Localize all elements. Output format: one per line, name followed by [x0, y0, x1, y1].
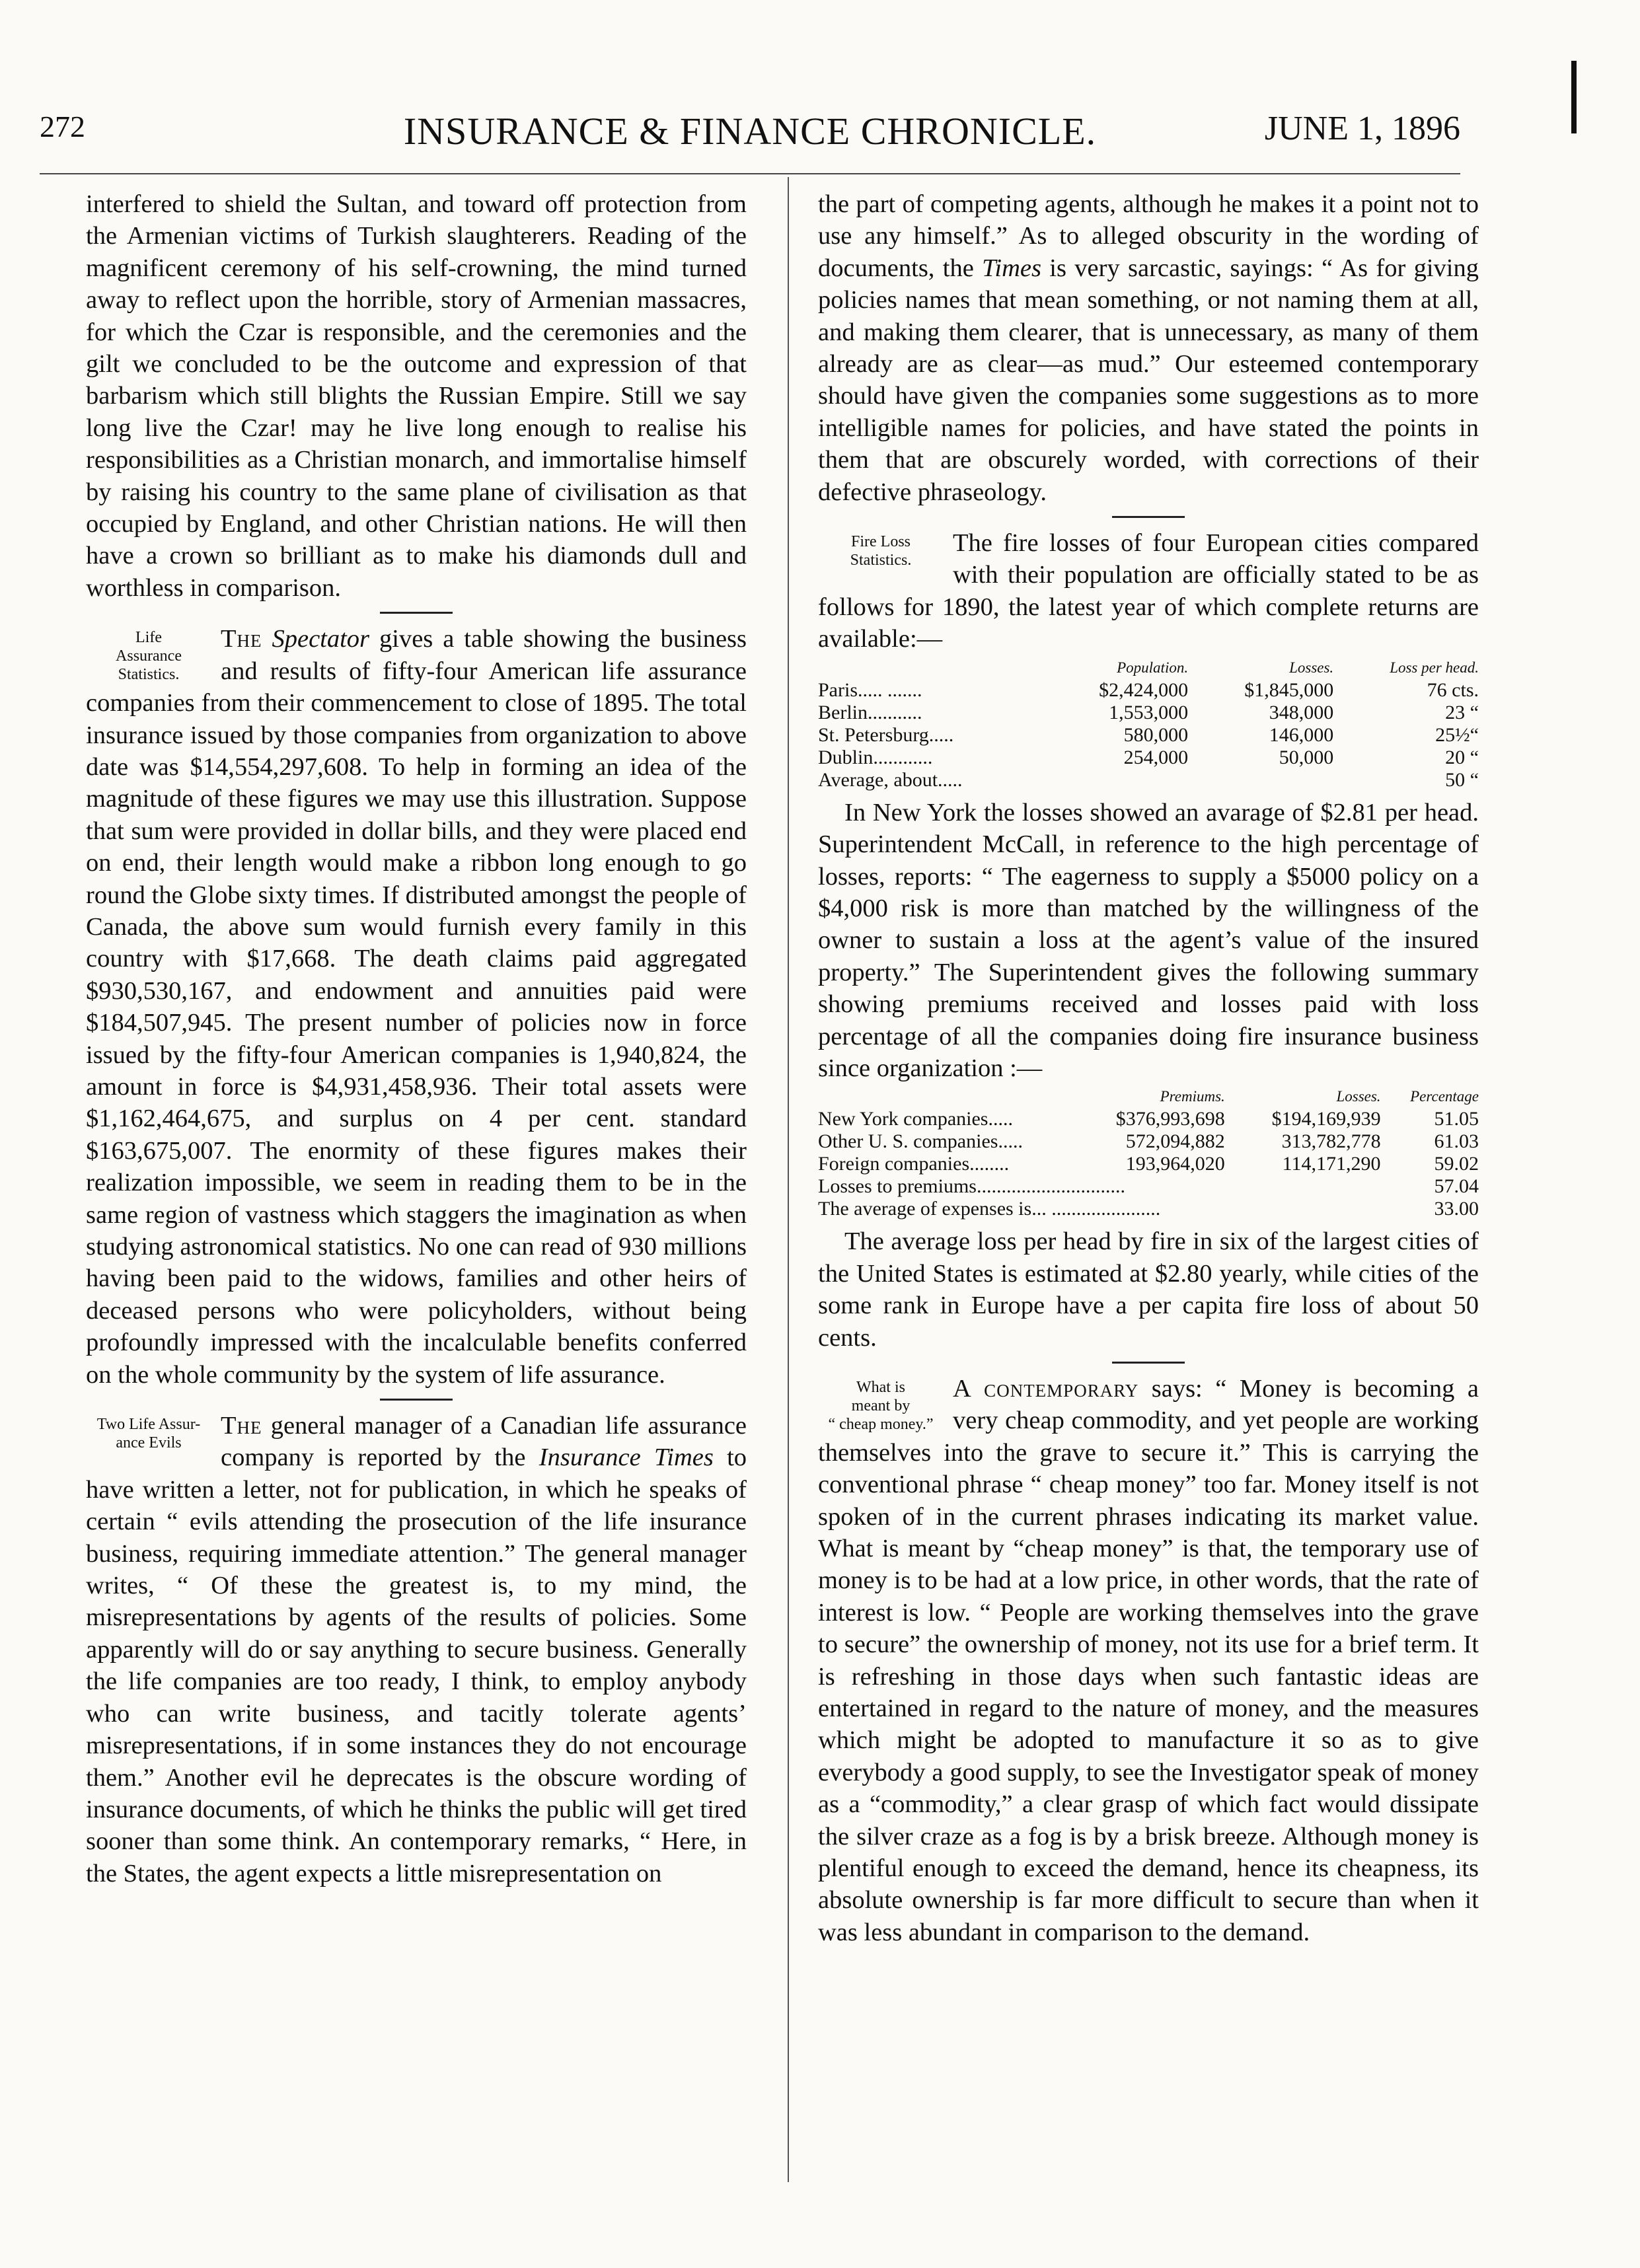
table-row: The average of expenses is... ...................... 33.00	[818, 1198, 1479, 1220]
table-row: Foreign companies........ 193,964,020 114,171,290 59.02	[818, 1153, 1479, 1175]
cheap-money-sidenote: What is meant by “ cheap money.”	[828, 1378, 934, 1433]
table-row: Losses to premiums.............................. 57.04	[818, 1175, 1479, 1198]
table-row: Berlin........... 1,553,000 348,000 23 “	[818, 701, 1479, 723]
section-rule	[1112, 1362, 1185, 1364]
table-header-row: Population. Losses. Loss per head.	[1117, 659, 1479, 676]
fire-loss-intro: The fire losses of four European cities compared with their population are officially stated to be as follows for 1890, the latest year of which complete returns are available:—	[818, 529, 1479, 653]
section-rule	[380, 612, 453, 614]
table-row: New York companies..... $376,993,698 $194,169,939 51.05	[818, 1108, 1479, 1130]
europe-fire-loss-table	[818, 657, 1479, 791]
table-row: Paris..... ....... $2,424,000 $1,845,000 76 cts.	[818, 678, 1479, 701]
fire-loss-sidenote: Fire Loss Statistics.	[850, 533, 912, 569]
right-column	[818, 188, 1479, 1948]
section-rule	[380, 1399, 453, 1401]
table-header-row: Premiums. Losses. Percentage	[1160, 1088, 1479, 1105]
page-header	[40, 109, 1460, 162]
obscurity-paragraph: the part of competing agents, although he makes it a point not to use any himself.” As to alleged obscurity in the wording of documents, the Times is very sarcastic, sayings: “ As for giving policies names that mean something, or not naming them at all, and making them clearer, that is unnecessary, as many of them already are as clear—as mud.” Our esteemed contemporary should have given the companies some suggestions as to more intelligible names for policies, and have stated the points in them that are obscurely worded, with corrections of their defective phraseology.	[818, 190, 1479, 506]
table-row: Other U. S. companies..... 572,094,882 313,782,778 61.03	[818, 1130, 1479, 1153]
header-rule	[40, 173, 1460, 174]
column-divider	[788, 177, 789, 2182]
table-row: Average, about..... 50 “	[818, 768, 1479, 791]
assurance-evils-sidenote: Two Life Assur- ance Evils	[96, 1416, 201, 1452]
assurance-evils-paragraph: The general manager of a Canadian life assurance company is reported by the Insurance Times to have written a letter, not for publication, in which he speaks of certain “ evils attending the prosecution of the life insurance business, requiring immediate attention.” The general manager writes, “ Of these the greatest is, to my mind, the misrepresentations by agents of the results of policies. Some apparently will do or say anything to secure business. Generally the life companies are too ready, I think, to employ anybody who can write business, and tacitly tolerate agents’ misrepresentations, if in some instances they do not encourage them.” Another evil he deprecates is the obscure wording of insurance documents, of which he thinks the public will get tired sooner than some think. An contemporary remarks, “ Here, in the States, the agent expects a little misrepresentation on	[86, 1412, 747, 1887]
new-york-paragraph: In New York the losses showed an avarage of $2.81 per head. Superintendent McCall, in reference to the high percentage of losses, reports: “ The eagerness to supply a $5000 policy on a $4,000 risk is more than matched by the willingness of the owner to sustain a loss at the agent’s value of the insured property.” The Superintendent gives the following summary showing premiums received and losses paid with loss percentage of all the companies doing fire insurance business since organization :—	[818, 798, 1479, 1082]
czar-paragraph: interfered to shield the Sultan, and toward off protection from the Armenian victims of Turkish slaughterers. Reading of the magnificent ceremony of his self-crowning, the mind turned away to reflect upon the horrible, story of Armenian massacres, for which the Czar is responsible, and the ceremonies and the gilt we concluded to be the outcome and expression of that barbarism which still blights the Russian Empire. Still we say long live the Czar! may he live long enough to realise his responsibilities as a Christian monarch, and immortalise himself by raising his country to the same plane of civilisation as that occupied by England, and other Christian nations. He will then have a crown so brilliant as to make his diamonds dull and worthless in comparison.	[86, 190, 747, 602]
left-column	[86, 188, 747, 1889]
table-row: Dublin............ 254,000 50,000 20 “	[818, 746, 1479, 768]
section-rule	[1112, 516, 1185, 518]
margin-mark	[1571, 61, 1577, 133]
us-premiums-losses-table	[818, 1085, 1479, 1220]
life-statistics-sidenote: Life Assurance Statistics.	[116, 629, 182, 684]
life-statistics-paragraph: The Spectator gives a table showing the business and results of fifty-four American life assurance companies from their commencement to close of 1895. The total insurance issued by those companies from organization to above date was $14,554,297,608. To help in forming an idea of the magnitude of these figures we may use this illustration. Suppose that sum were provided in dollar bills, and they were placed end on end, their length would make a ribbon long enough to go round the Globe sixty times. If distributed amongst the people of Canada, the above sum would furnish every family in this country with $17,668. The death claims paid aggregated $930,530,167, and endowment and annuities paid were $184,507,945. The present number of policies now in force issued by the fifty-four American companies is 1,940,824, the amount in force is $4,931,458,936. Their total assets were $1,162,464,675, and surplus on 4 per cent. standard $163,675,007. The enormity of these figures makes their realization impossible, we seem in reading them to be in the same region of vastness which staggers the imagination as when studying astronomical statistics. No one can read of 930 millions having been paid to the widows, families and other heirs of deceased persons who were policyholders, without being profoundly impressed with the incalculable benefits conferred on the whole community by the system of life assurance.	[86, 625, 747, 1389]
table-row: St. Petersburg..... 580,000 146,000 25½“	[818, 723, 1479, 746]
average-loss-paragraph: The average loss per head by fire in six of the largest cities of the United States is estimated at $2.80 yearly, while cities of the some rank in Europe have a per capita fire loss of about 50 cents.	[818, 1227, 1479, 1352]
cheap-money-paragraph: A contemporary says: “ Money is becoming a very cheap commodity, and yet people are working themselves into the grave to secure it.” This is carrying the conventional phrase “ cheap money” too far. Money itself is not spoken of in the current phrases indicating its market value. What is meant by “cheap money” is that, the temporary use of money is to be had at a low price, in other words, that the rate of interest is low. “ People are working themselves into the grave to secure” the ownership of money, not its use for a brief term. It is refreshing in those days when such fantastic ideas are entertained in regard to the nature of money, and the measures which might be adopted to manufacture it so as to give everybody a good supply, to see the Investigator speak of money as a “commodity,” a clear grasp of which fact would dissipate the silver craze as a fog is by a brisk breeze. Although money is plentiful enough to exceed the demand, hence its cheapness, its absolute ownership is far more difficult to secure than when it was less abundant in comparison to the demand.	[818, 1374, 1479, 1946]
issue-date: JUNE 1, 1896	[1264, 110, 1460, 147]
page-number: 272	[40, 110, 85, 143]
journal-title: INSURANCE & FINANCE CHRONICLE.	[403, 110, 1097, 153]
